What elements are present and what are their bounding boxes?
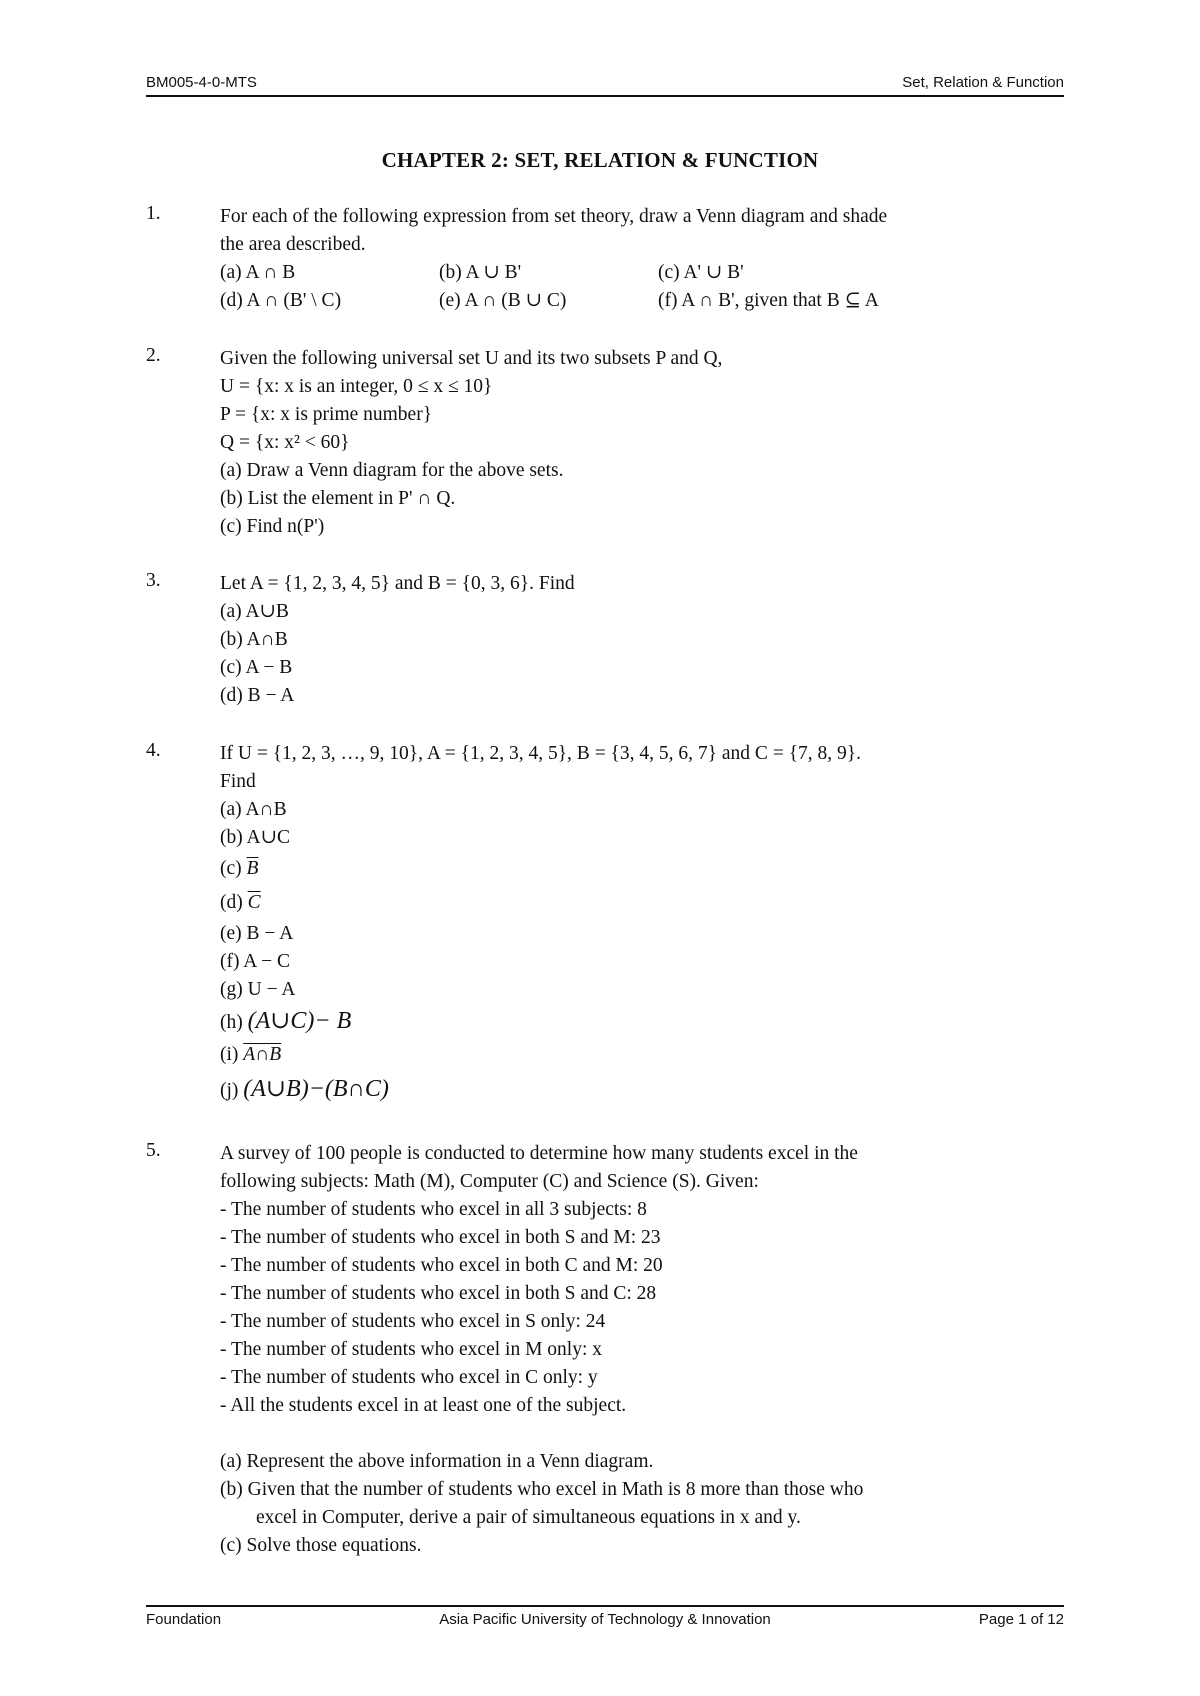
q4-part-e: (e) B − A xyxy=(220,923,294,944)
q5-part-c: (c) Solve those equations. xyxy=(220,1535,422,1556)
page-number: Page 1 of 12 xyxy=(978,1611,1064,1628)
q5-line-1: A survey of 100 people is conducted to determine how many students excel in the xyxy=(220,1143,858,1164)
q2-part-a: (a) Draw a Venn diagram for the above sets. xyxy=(220,460,564,481)
q4-part-g: (g) U − A xyxy=(220,979,296,1000)
q1-part-a: (a) A ∩ B xyxy=(220,262,296,283)
q5-spacer xyxy=(220,1420,1064,1448)
q5-given-8: - All the students excel in at least one of the subject. xyxy=(220,1395,627,1416)
question-number: 4. xyxy=(146,740,161,761)
footer-rule xyxy=(146,1605,1064,1607)
q5-given-6: - The number of students who excel in M only: x xyxy=(220,1339,602,1360)
header-topic: Set, Relation & Function xyxy=(902,74,1064,91)
q2-set-q: Q = {x: x² < 60} xyxy=(220,432,350,453)
footer-program: Foundation xyxy=(146,1611,222,1628)
footer-institution: Asia Pacific University of Technology & Innovation xyxy=(439,1611,771,1628)
q3-part-b: (b) A∩B xyxy=(220,629,288,650)
q4-part-c-expr: $\overline{B}$ xyxy=(246,858,259,879)
q1-part-f: (f) A ∩ B', given that B ⊆ A xyxy=(658,290,879,311)
q2-set-p: P = {x: x is prime number} xyxy=(220,404,433,425)
q4-part-j xyxy=(220,1072,1064,1106)
course-code: BM005-4-0-MTS xyxy=(146,74,257,91)
q4-part-h xyxy=(220,1004,1064,1038)
q5-given-3: - The number of students who excel in both C and M: 20 xyxy=(220,1255,663,1276)
chapter-title: CHAPTER 2: SET, RELATION & FUNCTION xyxy=(381,148,819,172)
q4-part-d xyxy=(220,886,1064,920)
q4-part-j-expr: (A∪B)−(B∩C) xyxy=(243,1076,389,1102)
q5-part-b-line-2: excel in Computer, derive a pair of simultaneous equations in x and y. xyxy=(256,1507,801,1528)
q3-intro: Let A = {1, 2, 3, 4, 5} and B = {0, 3, 6}. Find xyxy=(220,573,575,594)
q5-given-5: - The number of students who excel in S only: 24 xyxy=(220,1311,606,1332)
q4-part-c-label: (c) xyxy=(220,858,242,879)
q4-part-i xyxy=(220,1038,1064,1072)
q4-part-f: (f) A − C xyxy=(220,951,291,972)
question-number: 3. xyxy=(146,570,161,591)
q4-part-c xyxy=(220,852,1064,886)
q1-part-c: (c) A' ∪ B' xyxy=(658,262,744,283)
q4-intro: If U = {1, 2, 3, …, 9, 10}, A = {1, 2, 3, 4, 5}, B = {3, 4, 5, 6, 7} and C = {7, 8, 9}. xyxy=(220,743,862,764)
q3-part-c: (c) A − B xyxy=(220,657,293,678)
q5-given-4: - The number of students who excel in both S and C: 28 xyxy=(220,1283,657,1304)
q4-part-i-label: (i) xyxy=(220,1044,239,1065)
question-number: 1. xyxy=(146,203,161,224)
q4-part-h-label: (h) xyxy=(220,1012,243,1033)
q5-given-2: - The number of students who excel in both S and M: 23 xyxy=(220,1227,661,1248)
q1-text-line-2: the area described. xyxy=(220,234,366,255)
q4-part-j-label: (j) xyxy=(220,1080,239,1101)
q4-find: Find xyxy=(220,771,256,792)
q5-part-b-line-1: (b) Given that the number of students who excel in Math is 8 more than those who xyxy=(220,1479,864,1500)
q4-part-a: (a) A∩B xyxy=(220,799,287,820)
q2-set-u: U = {x: x is an integer, 0 ≤ x ≤ 10} xyxy=(220,376,493,397)
header-rule xyxy=(146,95,1064,97)
q4-part-i-expr: A∩B xyxy=(243,1044,282,1065)
question-number: 5. xyxy=(146,1140,161,1161)
q1-part-d: (d) A ∩ (B' \ C) xyxy=(220,290,342,311)
q4-part-d-label: (d) xyxy=(220,892,243,913)
q2-intro: Given the following universal set U and its two subsets P and Q, xyxy=(220,348,723,369)
q2-part-c: (c) Find n(P') xyxy=(220,516,325,537)
q3-part-a: (a) A∪B xyxy=(220,601,289,622)
q4-part-d-expr: $\overline{C}$ xyxy=(247,892,261,913)
q4-part-h-expr: (A∪C)− B xyxy=(247,1008,352,1034)
q5-given-1: - The number of students who excel in all 3 subjects: 8 xyxy=(220,1199,647,1220)
q3-part-d: (d) B − A xyxy=(220,685,295,706)
question-number: 2. xyxy=(146,345,161,366)
q1-text-line-1: For each of the following expression from set theory, draw a Venn diagram and shade xyxy=(220,206,888,227)
q4-part-b: (b) A∪C xyxy=(220,827,290,848)
q1-part-b: (b) A ∪ B' xyxy=(439,262,522,283)
q5-line-2: following subjects: Math (M), Computer (C) and Science (S). Given: xyxy=(220,1171,759,1192)
q5-part-a: (a) Represent the above information in a Venn diagram. xyxy=(220,1451,654,1472)
q1-part-e: (e) A ∩ (B ∪ C) xyxy=(439,290,567,311)
q2-part-b: (b) List the element in P' ∩ Q. xyxy=(220,488,456,509)
q5-given-7: - The number of students who excel in C only: y xyxy=(220,1367,598,1388)
